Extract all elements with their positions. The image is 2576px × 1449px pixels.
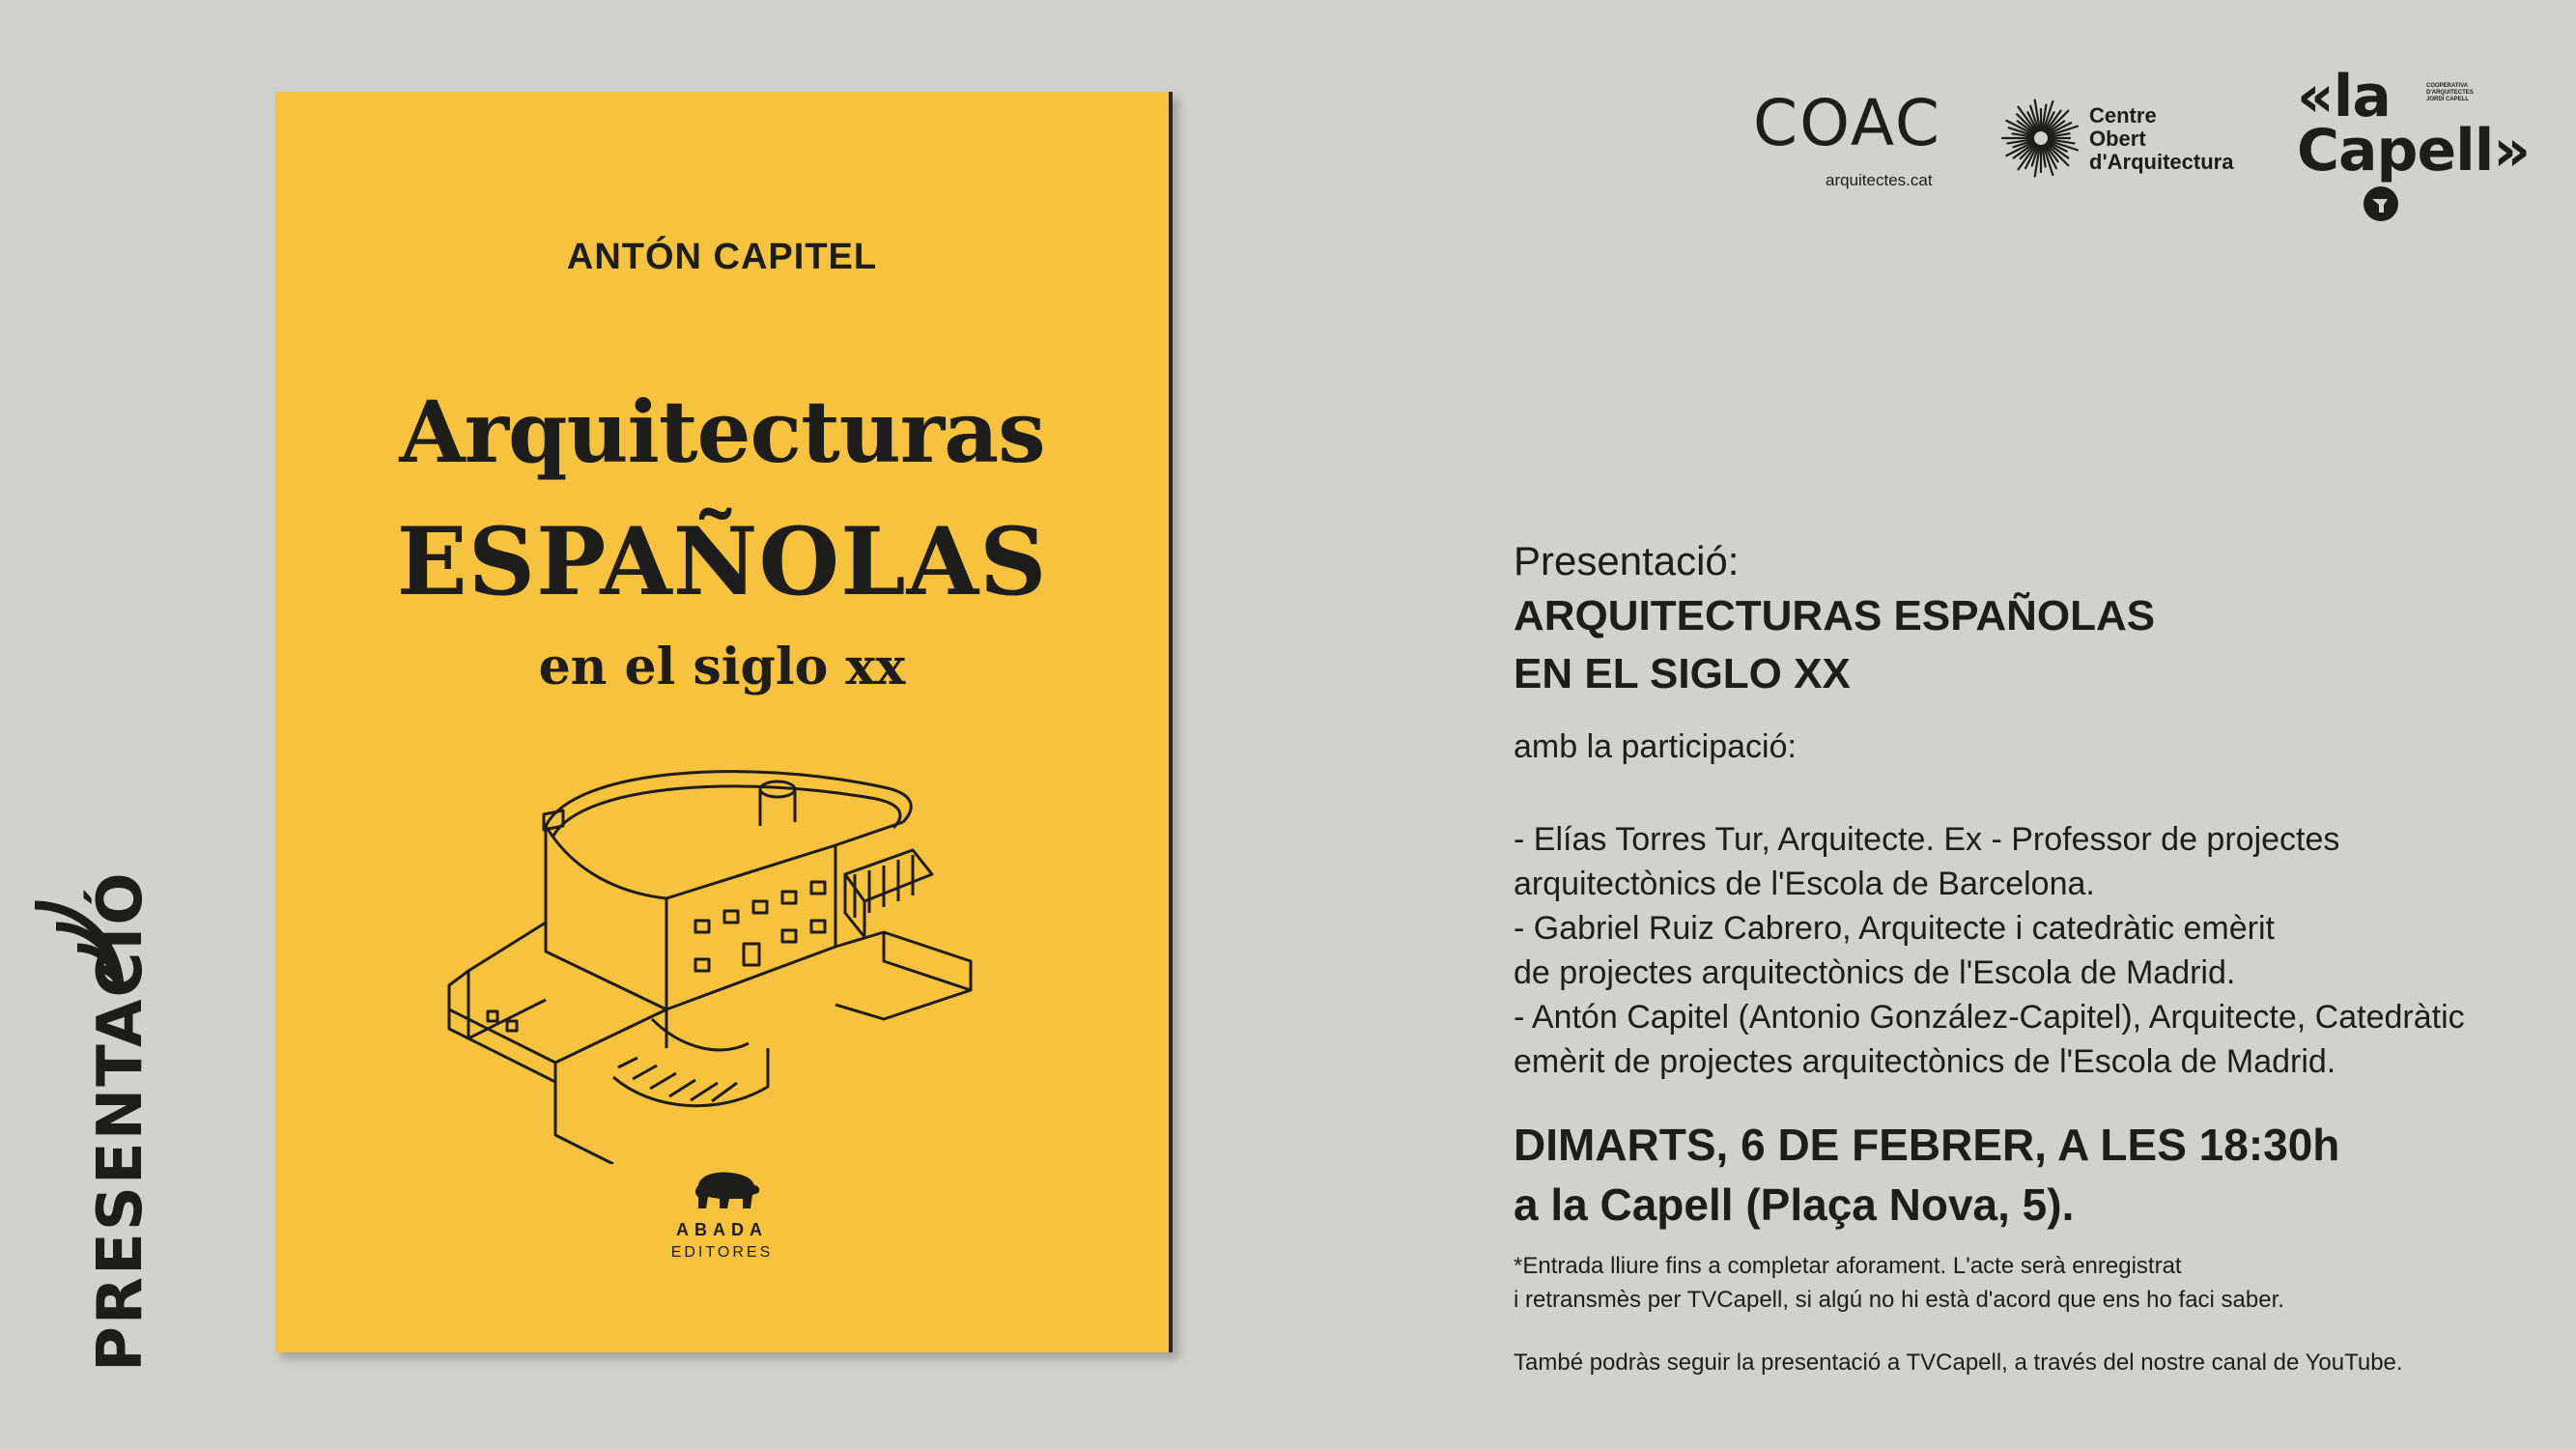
coa-line-2: Obert <box>2089 127 2146 151</box>
building-drawing <box>430 729 1009 1164</box>
coa-line-1: Centre <box>2089 103 2157 128</box>
participant-line: emèrit de projectes arquitectònics de l'Escola de Madrid. <box>1514 1043 2336 1080</box>
participation-heading: amb la participació: <box>1514 728 1797 765</box>
book-title-line2: ESPAÑOLAS <box>396 507 1048 616</box>
bear-logo-icon <box>691 1166 762 1210</box>
participant-line: - Antón Capitel (Antonio González-Capitel), Arquitecte, Catedràtic <box>1514 999 2465 1036</box>
capell-coop: COOPERATIVA D'ARQUITECTES JORDI CAPELL <box>2426 83 2474 102</box>
event-place: a la Capell (Plaça Nova, 5). <box>1514 1179 2075 1230</box>
sunburst-icon <box>1999 95 2082 182</box>
coac-mark: COAC <box>1753 86 1941 160</box>
coa-line-3: d'Arquitectura <box>2089 150 2234 174</box>
event-title-line2: EN EL SIGLO XX <box>1514 650 1851 697</box>
presentacio-label: PRESENTACIÓ <box>85 870 156 1372</box>
event-date: DIMARTS, 6 DE FEBRER, A LES 18:30h <box>1514 1120 2340 1170</box>
coac-logo <box>1753 86 1941 189</box>
publisher-name: ABADA <box>676 1220 768 1239</box>
entry-note-line2: i retransmès per TVCapell, si algú no hi està d'acord que ens ho faci saber. <box>1514 1287 2284 1313</box>
capell-badge-icon <box>2363 185 2399 222</box>
book-title-line1: Arquitecturas <box>399 382 1045 482</box>
book-author: ANTÓN CAPITEL <box>566 237 878 277</box>
participant-line: - Elías Torres Tur, Arquitecte. Ex - Professor de projectes <box>1514 821 2340 858</box>
participant-line: arquitectònics de l'Escola de Barcelona. <box>1514 866 2095 902</box>
la-capell-logo <box>2297 63 2531 185</box>
coac-sub: arquitectes.cat <box>1826 171 1933 189</box>
event-intro: Presentació: <box>1514 538 1740 583</box>
publisher-sub: EDITORES <box>670 1244 774 1261</box>
event-title-line1: ARQUITECTURAS ESPAÑOLAS <box>1514 592 2156 639</box>
participant-line: de projectes arquitectònics de l'Escola de Madrid. <box>1514 954 2236 991</box>
capell-line2: Capell» <box>2297 117 2531 185</box>
youtube-note: També podràs seguir la presentació a TVCapell, a través del nostre canal de YouTube. <box>1514 1350 2403 1376</box>
entry-note-line1: *Entrada lliure fins a completar aforament. L'acte serà enregistrat <box>1514 1253 2182 1279</box>
participant-line: - Gabriel Ruiz Cabrero, Arquitecte i catedràtic emèrit <box>1514 910 2275 947</box>
capell-line1: «la <box>2297 63 2391 130</box>
book-title-line3: en el siglo xx <box>538 638 906 696</box>
book-cover <box>275 92 1173 1352</box>
